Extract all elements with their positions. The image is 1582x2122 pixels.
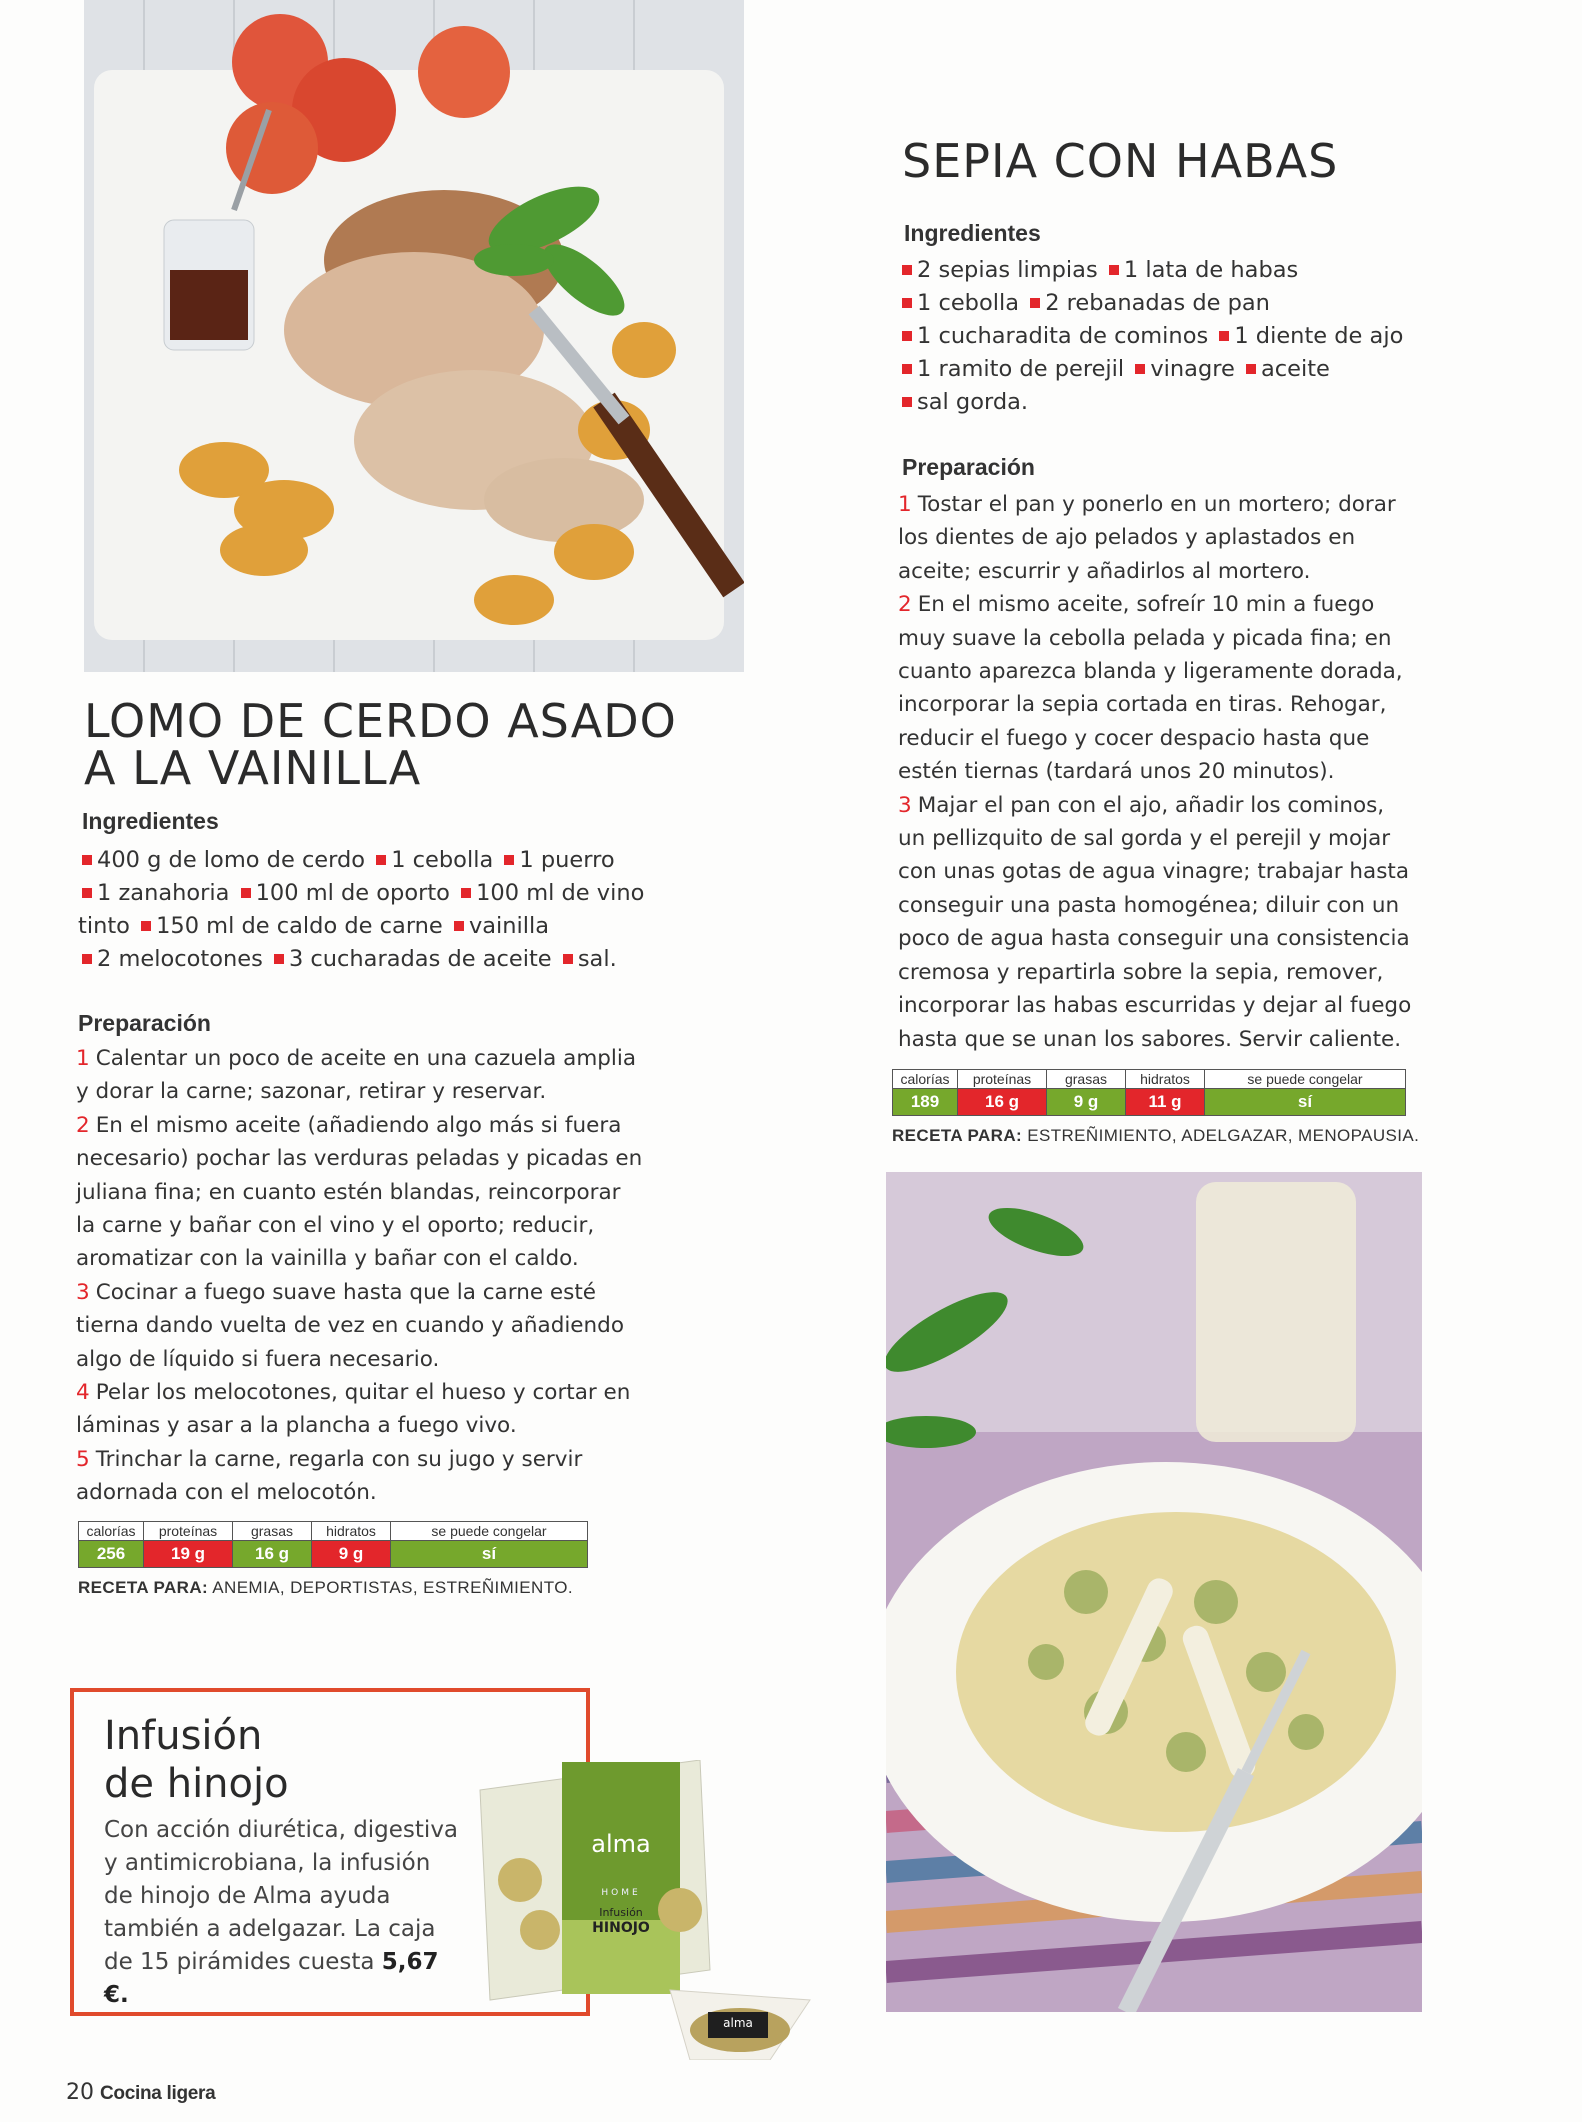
ingredient-line bbox=[78, 910, 678, 943]
step-text: cuanto aparezca blanda y ligeramente dorada, bbox=[898, 659, 1403, 685]
ingredient-item: 1 cucharadita de cominos bbox=[917, 323, 1209, 349]
recipe2-preparation-heading: Preparación bbox=[902, 454, 1035, 480]
page-number: 20 bbox=[66, 2080, 94, 2105]
step-text: la carne y bañar con el vino y el oporto; reducir, bbox=[76, 1213, 595, 1239]
nutrition-header: hidratos bbox=[312, 1522, 391, 1541]
freezable-value: sí bbox=[1205, 1089, 1406, 1116]
infusion-title bbox=[104, 1712, 289, 1808]
step-text: Majar el pan con el ajo, añadir los cominos, bbox=[917, 792, 1385, 818]
preparation-line bbox=[898, 922, 1458, 955]
step-number: 3 bbox=[76, 1279, 90, 1305]
step-number: 2 bbox=[76, 1112, 90, 1138]
bullet-square-icon bbox=[274, 954, 284, 964]
infusion-title-line1: Infusión bbox=[104, 1713, 263, 1759]
product-line: HOME bbox=[601, 1888, 641, 1898]
step-text: tierna dando vuelta de vez en cuando y añadiendo bbox=[76, 1313, 624, 1339]
preparation-line bbox=[76, 1109, 716, 1142]
step-text: poco de agua hasta conseguir una consistencia bbox=[898, 926, 1410, 952]
step-text: reducir el fuego y cocer despacio hasta que bbox=[898, 725, 1370, 751]
ingredient-item: vainilla bbox=[468, 913, 550, 939]
infusion-text: Con acción diurética, digestiva y antimicrobiana, la infusión de hinojo de Alma ayuda también a adelgazar. La caja de 15 pirámides cuesta bbox=[104, 1817, 459, 1975]
recipe2-recommended-for bbox=[892, 1126, 1419, 1146]
ingredient-item: 1 cebolla bbox=[391, 847, 494, 873]
preparation-line bbox=[76, 1209, 716, 1242]
bullet-square-icon bbox=[1135, 364, 1145, 374]
step-text: estén tiernas (tardará unos 20 minutos). bbox=[898, 759, 1335, 785]
step-text: cremosa y repartirla sobre la sepia, remover, bbox=[898, 959, 1384, 985]
preparation-line bbox=[76, 1409, 716, 1442]
recipe1-title-line2: A LA VAINILLA bbox=[84, 740, 422, 795]
preparation-line bbox=[76, 1142, 716, 1175]
step-text: adornada con el melocotón. bbox=[76, 1480, 377, 1506]
recipe2-nutrition-table bbox=[892, 1069, 1406, 1116]
nutrition-header: se puede congelar bbox=[1205, 1070, 1406, 1089]
step-text: Cocinar a fuego suave hasta que la carne esté bbox=[95, 1279, 596, 1305]
step-text: En el mismo aceite (añadiendo algo más si fuera bbox=[95, 1112, 622, 1138]
preparation-line bbox=[898, 1023, 1458, 1056]
ingredient-item: 3 cucharadas de aceite bbox=[288, 946, 552, 972]
bullet-square-icon bbox=[902, 298, 912, 308]
nutrition-header: proteínas bbox=[144, 1522, 233, 1541]
bullet-square-icon bbox=[902, 331, 912, 341]
ingredient-item: 2 melocotones bbox=[97, 946, 263, 972]
pork-photo bbox=[84, 0, 744, 672]
recipe1-title bbox=[84, 694, 677, 795]
bullet-square-icon bbox=[902, 397, 912, 407]
bullet-square-icon bbox=[902, 265, 912, 275]
preparation-line bbox=[898, 755, 1458, 788]
step-text: y dorar la carne; sazonar, retirar y reservar. bbox=[76, 1079, 547, 1105]
nutrition-header: calorías bbox=[79, 1522, 144, 1541]
ingredient-item: 1 puerro bbox=[519, 847, 615, 873]
ingredient-item: 100 ml de oporto bbox=[255, 880, 450, 906]
step-text: incorporar las habas escurridas y dejar al fuego bbox=[898, 993, 1412, 1019]
protein-value: 16 g bbox=[958, 1089, 1047, 1116]
bullet-square-icon bbox=[1030, 298, 1040, 308]
ingredient-line bbox=[78, 877, 678, 910]
ingredient-item: tinto bbox=[78, 913, 130, 939]
step-text: juliana fina; en cuanto estén blandas, reincorporar bbox=[76, 1179, 621, 1205]
step-text: láminas y asar a la plancha a fuego vivo. bbox=[76, 1413, 517, 1439]
step-text: hasta que se unan los sabores. Servir caliente. bbox=[898, 1026, 1402, 1052]
preparation-line bbox=[76, 1276, 716, 1309]
bullet-square-icon bbox=[902, 364, 912, 374]
step-text: necesario) pochar las verduras peladas y picadas en bbox=[76, 1146, 643, 1172]
recipe1-recommended-for bbox=[78, 1578, 573, 1598]
bullet-square-icon bbox=[241, 888, 251, 898]
preparation-line bbox=[898, 789, 1458, 822]
step-text: Pelar los melocotones, quitar el hueso y cortar en bbox=[95, 1380, 631, 1406]
step-text: incorporar la sepia cortada en tiras. Rehogar, bbox=[898, 692, 1387, 718]
recipe2-ingredients-heading: Ingredientes bbox=[904, 220, 1041, 246]
step-number: 5 bbox=[76, 1446, 90, 1472]
preparation-line bbox=[898, 622, 1458, 655]
ingredient-item: 100 ml de vino bbox=[476, 880, 645, 906]
preparation-line bbox=[76, 1176, 716, 1209]
preparation-line bbox=[898, 521, 1458, 554]
product-brand: alma bbox=[591, 1830, 651, 1858]
recipe1-preparation-text bbox=[76, 1042, 716, 1510]
receta-conditions: ANEMIA, DEPORTISTAS, ESTREÑIMIENTO. bbox=[212, 1578, 573, 1597]
preparation-line bbox=[898, 889, 1458, 922]
recipe1-preparation-heading: Preparación bbox=[78, 1010, 211, 1036]
page-footer bbox=[66, 2080, 215, 2105]
bullet-square-icon bbox=[1109, 265, 1119, 275]
calories-value: 189 bbox=[893, 1089, 958, 1116]
step-text: Calentar un poco de aceite en una cazuela amplia bbox=[95, 1046, 637, 1071]
freezable-value: sí bbox=[391, 1541, 588, 1568]
ingredient-item: 400 g de lomo de cerdo bbox=[97, 847, 366, 873]
magazine-name: Cocina ligera bbox=[100, 2083, 216, 2104]
infusion-title-line2: de hinojo bbox=[104, 1761, 289, 1807]
fat-value: 9 g bbox=[1047, 1089, 1126, 1116]
step-text: aceite; escurrir y añadirlos al mortero. bbox=[898, 558, 1311, 584]
ingredient-item: 2 rebanadas de pan bbox=[1045, 290, 1270, 316]
product-name-line2: HINOJO bbox=[592, 1920, 650, 1936]
step-text: Tostar el pan y ponerlo en un mortero; dorar bbox=[917, 492, 1396, 517]
ingredient-item: 1 diente de ajo bbox=[1234, 323, 1404, 349]
step-text: con unas gotas de agua vinagre; trabajar hasta bbox=[898, 859, 1410, 885]
recipe2-preparation-text bbox=[898, 488, 1458, 1056]
bullet-square-icon bbox=[461, 888, 471, 898]
preparation-line bbox=[76, 1343, 716, 1376]
preparation-line bbox=[898, 956, 1458, 989]
receta-label: RECETA PARA: bbox=[892, 1126, 1023, 1145]
preparation-line bbox=[898, 555, 1458, 588]
ingredient-item: aceite bbox=[1260, 356, 1330, 382]
ingredient-item: vinagre bbox=[1150, 356, 1235, 382]
recipe1-ingredients-heading: Ingredientes bbox=[82, 808, 219, 834]
preparation-line bbox=[898, 822, 1458, 855]
step-number: 3 bbox=[898, 792, 912, 818]
preparation-line bbox=[898, 688, 1458, 721]
ingredient-line bbox=[898, 287, 1418, 320]
bullet-square-icon bbox=[82, 888, 92, 898]
preparation-line bbox=[76, 1042, 716, 1075]
fat-value: 16 g bbox=[233, 1541, 312, 1568]
recipe1-title-line1: LOMO DE CERDO ASADO bbox=[84, 694, 677, 748]
step-text: Trinchar la carne, regarla con su jugo y servir bbox=[95, 1446, 583, 1472]
bullet-square-icon bbox=[563, 954, 573, 964]
ingredient-item: 150 ml de caldo de carne bbox=[156, 913, 443, 939]
infusion-product-image bbox=[470, 1760, 820, 2060]
bullet-square-icon bbox=[82, 954, 92, 964]
ingredient-item: sal gorda. bbox=[917, 389, 1029, 415]
preparation-line bbox=[76, 1075, 716, 1108]
carbs-value: 9 g bbox=[312, 1541, 391, 1568]
product-name-line1: Infusión bbox=[599, 1906, 643, 1919]
step-text: algo de líquido si fuera necesario. bbox=[76, 1346, 440, 1372]
receta-label: RECETA PARA: bbox=[78, 1578, 209, 1597]
ingredient-line bbox=[898, 254, 1418, 287]
preparation-line bbox=[898, 655, 1458, 688]
step-text: En el mismo aceite, sofreír 10 min a fuego bbox=[917, 592, 1375, 618]
bullet-square-icon bbox=[454, 921, 464, 931]
ingredient-item: 1 ramito de perejil bbox=[917, 356, 1125, 382]
recipe1-ingredient-list bbox=[78, 844, 678, 976]
protein-value: 19 g bbox=[144, 1541, 233, 1568]
preparation-line bbox=[76, 1242, 716, 1275]
preparation-line bbox=[898, 722, 1458, 755]
bullet-square-icon bbox=[1246, 364, 1256, 374]
sachet-brand: alma bbox=[723, 2016, 753, 2030]
preparation-line bbox=[898, 989, 1458, 1022]
infusion-description bbox=[104, 1814, 464, 2012]
nutrition-header: hidratos bbox=[1126, 1070, 1205, 1089]
step-number: 4 bbox=[76, 1380, 90, 1406]
ingredient-item: sal. bbox=[577, 946, 617, 972]
bullet-square-icon bbox=[141, 921, 151, 931]
sepia-photo bbox=[886, 1172, 1422, 2012]
ingredient-item: 1 zanahoria bbox=[97, 880, 230, 906]
bullet-square-icon bbox=[82, 855, 92, 865]
step-text: conseguir una pasta homogénea; diluir con un bbox=[898, 892, 1400, 918]
step-text: los dientes de ajo pelados y aplastados en bbox=[898, 525, 1356, 551]
preparation-line bbox=[898, 588, 1458, 621]
bullet-square-icon bbox=[1219, 331, 1229, 341]
step-text: muy suave la cebolla pelada y picada fina; en bbox=[898, 625, 1392, 651]
nutrition-header: proteínas bbox=[958, 1070, 1047, 1089]
recipe2-title: SEPIA CON HABAS bbox=[902, 134, 1339, 188]
ingredient-item: 1 cebolla bbox=[917, 290, 1020, 316]
preparation-line bbox=[76, 1443, 716, 1476]
step-text: aromatizar con la vainilla y bañar con el caldo. bbox=[76, 1246, 579, 1272]
ingredient-line bbox=[898, 353, 1418, 386]
preparation-line bbox=[898, 855, 1458, 888]
recipe2-ingredient-list bbox=[898, 254, 1418, 419]
nutrition-header: grasas bbox=[233, 1522, 312, 1541]
carbs-value: 11 g bbox=[1126, 1089, 1205, 1116]
preparation-line bbox=[898, 488, 1458, 521]
step-number: 1 bbox=[76, 1046, 90, 1071]
ingredient-line bbox=[898, 320, 1418, 353]
ingredient-line bbox=[78, 943, 678, 976]
bullet-square-icon bbox=[376, 855, 386, 865]
preparation-line bbox=[76, 1476, 716, 1509]
ingredient-item: 2 sepias limpias bbox=[917, 257, 1098, 283]
ingredient-line bbox=[898, 386, 1418, 419]
preparation-line bbox=[76, 1309, 716, 1342]
nutrition-header: grasas bbox=[1047, 1070, 1126, 1089]
step-number: 2 bbox=[898, 592, 912, 618]
ingredient-line bbox=[78, 844, 678, 877]
bullet-square-icon bbox=[504, 855, 514, 865]
preparation-line bbox=[76, 1376, 716, 1409]
ingredient-item: 1 lata de habas bbox=[1123, 257, 1299, 283]
step-text: un pellizquito de sal gorda y el perejil y mojar bbox=[898, 826, 1391, 852]
nutrition-header: calorías bbox=[893, 1070, 958, 1089]
step-number: 1 bbox=[898, 492, 912, 517]
nutrition-header: se puede congelar bbox=[391, 1522, 588, 1541]
receta-conditions: ESTREÑIMIENTO, ADELGAZAR, MENOPAUSIA. bbox=[1027, 1126, 1420, 1145]
infusion-price: 5,67 €. bbox=[104, 1949, 439, 2008]
recipe1-nutrition-table bbox=[78, 1521, 588, 1568]
calories-value: 256 bbox=[79, 1541, 144, 1568]
